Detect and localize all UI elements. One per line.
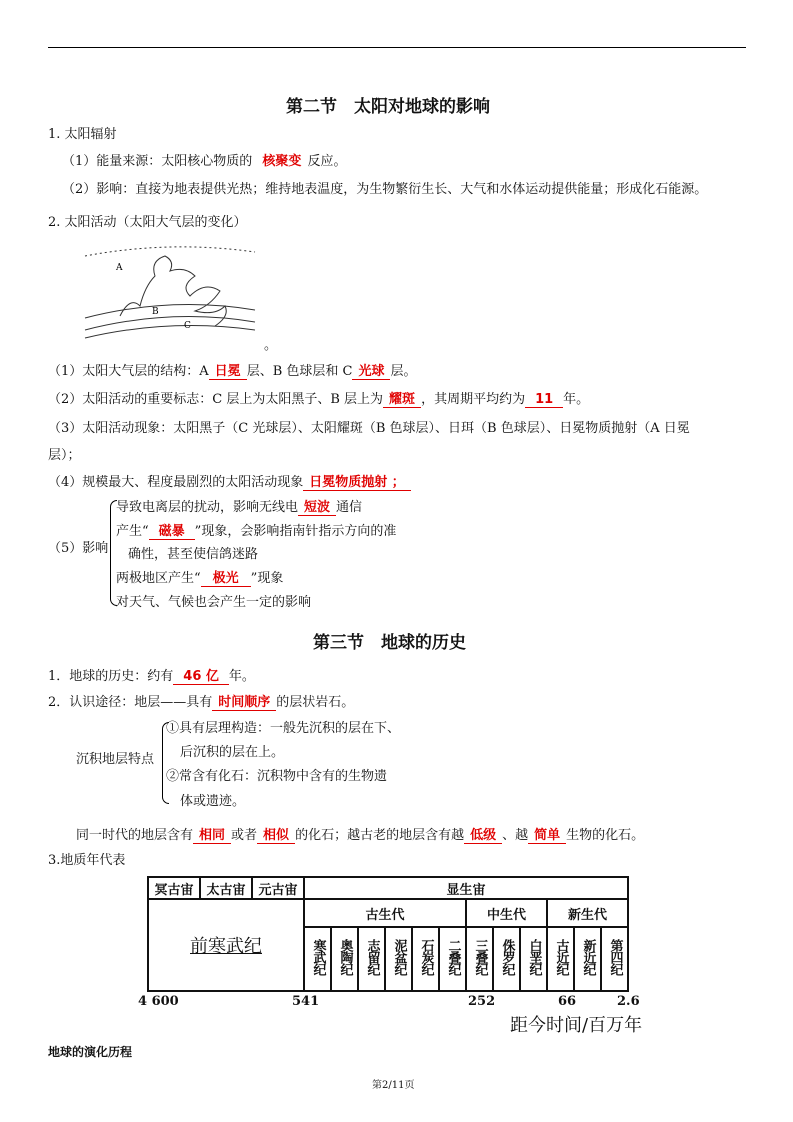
period-label: 三叠纪 (472, 939, 488, 975)
period-label: 古近纪 (553, 939, 569, 975)
paragraph: 2．认识途径：地层——具有 时间顺序 的层状岩石。 (48, 691, 354, 711)
feature-item: ②常含有化石：沉积物中含有的生物遗 (166, 769, 388, 784)
period-cell (466, 927, 493, 991)
paragraph: 1．地球的历史：约有 46 亿 年。 (48, 665, 255, 685)
period-cell (439, 927, 466, 991)
eon-cell: 冥古宙 (148, 877, 200, 899)
period-cell (493, 927, 520, 991)
eon-cell: 太古宙 (200, 877, 252, 899)
paragraph: （3）太阳活动现象：太阳黑子（C 光球层）、太阳耀斑（B 色球层）、日珥（B 色球层）、日冕物质抛射（A 日冕 (48, 421, 690, 436)
paragraph: （2）影响：直接为地表提供光热；维持地表温度，为生物繁衍生长、大气和水体运动提供能量；形成化石能源。 (62, 182, 708, 197)
period-label: 志留纪 (364, 939, 380, 975)
answer-blank: 磁暴 (149, 520, 195, 540)
era-cell: 新生代 (547, 899, 628, 927)
era-cell: 古生代 (304, 899, 466, 927)
precambrian-label: 前寒武纪 (190, 936, 262, 957)
paragraph: 同一时代的地层含有 相同 或者 相似 的化石；越古老的地层含有越 低级 、越 简单 生物的化石。 (76, 824, 644, 844)
eon-cell: 元古宙 (252, 877, 304, 899)
period-label: 泥盆纪 (391, 939, 407, 975)
answer-blank: 11 (525, 392, 563, 408)
answer-blank: 光球 (352, 360, 390, 380)
answer-blank: 短波 (298, 496, 336, 516)
feature-item: 体或遗迹。 (180, 794, 246, 809)
label-a: A (116, 263, 123, 273)
feature-item: ①具有层理构造：一般先沉积的层在下、 (166, 721, 401, 736)
label-b: B (152, 307, 159, 317)
period-cell (520, 927, 547, 991)
tick-label: 541 (292, 994, 320, 1009)
period-cell (601, 927, 628, 991)
header-rule (48, 47, 746, 48)
axis-label: 距今时间/百万年 (510, 1015, 643, 1036)
paragraph: （1）能量来源：太阳核心物质的 核聚变 反应。 (62, 150, 346, 169)
period-cell (385, 927, 412, 991)
precambrian-cell (148, 899, 304, 991)
period-label: 寒武纪 (310, 939, 326, 975)
period-cell (331, 927, 358, 991)
effect-item: 两极地区产生“ 极光 ”现象 (116, 567, 283, 587)
period-label: 石炭纪 (418, 939, 434, 975)
paragraph: （2）太阳活动的重要标志：C 层上为太阳黑子、B 层上为 耀斑 ，其周期平均约为 11 年。 (48, 388, 589, 408)
answer-blank: 相似 (257, 824, 295, 844)
period-label: 第四纪 (607, 939, 623, 975)
tick-label: 252 (468, 994, 496, 1009)
period-cell (574, 927, 601, 991)
paragraph: 层）； (48, 448, 81, 463)
era-cell: 中生代 (466, 899, 547, 927)
tick-label: 66 (558, 994, 577, 1009)
punctuation: 。 (264, 338, 278, 353)
tick-label: 2.6 (617, 994, 640, 1009)
period-label: 侏罗纪 (499, 939, 515, 975)
period-cell (547, 927, 574, 991)
page-number: 第2/11页 (372, 1080, 415, 1091)
effect-item: 对天气、气候也会产生一定的影响 (116, 595, 312, 610)
brace-label: （5）影响 (48, 541, 109, 556)
answer-blank: 低级 (464, 824, 502, 844)
period-label: 二叠纪 (445, 939, 461, 975)
period-cell (412, 927, 439, 991)
heading: 1. 太阳辐射 (48, 127, 117, 142)
label-c: C (184, 321, 191, 331)
answer-blank: 46 亿 (173, 665, 229, 685)
answer-blank: 日冕 (209, 360, 247, 380)
section-title: 第三节 地球的历史 (313, 633, 466, 653)
answer-blank: 相同 (193, 824, 231, 844)
answer-blank: 耀斑 (383, 388, 421, 408)
section-title: 第二节 太阳对地球的影响 (286, 97, 490, 117)
answer-blank: 核聚变 (262, 154, 302, 169)
geologic-time-table (147, 876, 629, 992)
period-label: 新近纪 (580, 939, 596, 975)
answer-blank: 日冕物质抛射 ； (303, 471, 411, 491)
answer-blank: 简单 (528, 824, 566, 844)
eon-cell: 显生宙 (304, 877, 628, 899)
effect-item: 产生“ 磁暴 ”现象，会影响指南针指示方向的准 (116, 520, 396, 540)
answer-blank: 时间顺序 (212, 691, 276, 711)
sun-atmosphere-diagram (80, 238, 270, 348)
period-label: 奥陶纪 (337, 939, 353, 975)
tick-label: 4 600 (138, 994, 179, 1009)
answer-blank: 极光 (201, 567, 251, 587)
heading: 3.地质年代表 (48, 853, 126, 868)
effect-item: 导致电离层的扰动，影响无线电 短波 通信 (116, 496, 362, 516)
heading: 地球的演化历程 (48, 1045, 133, 1059)
feature-item: 后沉积的层在上。 (180, 745, 285, 760)
heading: 2. 太阳活动（太阳大气层的变化） (48, 215, 247, 230)
period-label: 白垩纪 (526, 939, 542, 975)
paragraph: （1）太阳大气层的结构：A 日冕 层、B 色球层和 C 光球 层。 (48, 360, 416, 380)
period-cell (358, 927, 385, 991)
effect-item: 确性，甚至使信鸽迷路 (128, 547, 259, 562)
brace-label: 沉积地层特点 (76, 752, 155, 767)
paragraph: （4）规模最大、程度最剧烈的太阳活动现象 日冕物质抛射 ； (48, 471, 411, 491)
period-cell (304, 927, 331, 991)
